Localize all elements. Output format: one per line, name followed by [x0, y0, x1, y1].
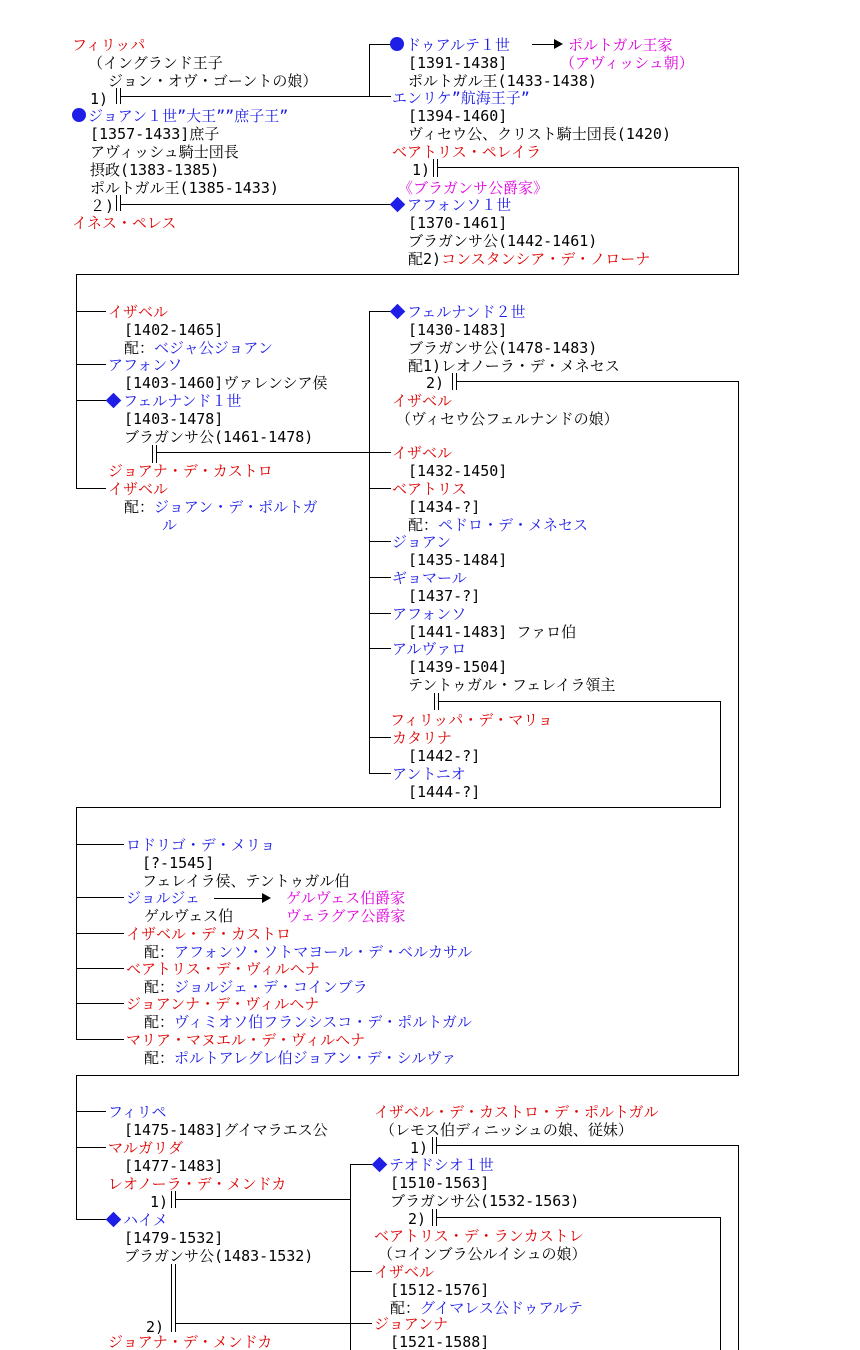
- spouse-prefix: 配：: [408, 516, 439, 534]
- branch-line: [76, 1003, 124, 1004]
- person-duarte: [390, 36, 510, 54]
- antonio-years: [1444-?]: [408, 783, 481, 801]
- duarte-title: ポルトガル王(1433-1438): [408, 72, 597, 90]
- branch-line: [369, 737, 391, 738]
- spouse-name: ペドロ・デ・メネセス: [438, 516, 589, 534]
- person-isabel-castro-portugal: イザベル・デ・カストロ・デ・ポルトガル: [374, 1103, 659, 1121]
- branch-line: [369, 648, 391, 649]
- alvaro-title: テントゥガル・フェレイラ領主: [408, 676, 616, 694]
- branch-line: [76, 1147, 106, 1148]
- connector-line: [121, 96, 369, 97]
- branch-line: [76, 311, 106, 312]
- branch-line: [369, 452, 391, 453]
- person-isabel: イザベル: [108, 303, 169, 321]
- person-isabel-3: イザベル: [392, 444, 453, 462]
- spouse-name: ポルトアレグレ伯ジョアン・デ・シルヴァ: [174, 1049, 457, 1067]
- person-joana-castro: ジョアナ・デ・カストロ: [108, 462, 273, 480]
- duarte-years: [1391-1438]: [408, 54, 508, 72]
- beatriz-years: [1434-?]: [408, 498, 481, 516]
- rodrigo-title: フェレイラ侯、テントゥガル伯: [142, 872, 350, 890]
- house-braganza: 《ブラガンサ公爵家》: [398, 179, 549, 197]
- spouse-name: コンスタンシア・デ・ノローナ: [441, 250, 651, 268]
- spouse-name: ヴィミオソ伯フランシスコ・デ・ポルトガル: [174, 1013, 472, 1031]
- spouse-prefix: 配2): [408, 250, 442, 268]
- fernando1-years: [1403-1478]: [124, 410, 224, 428]
- person-ines: イネス・ペレス: [72, 214, 177, 232]
- sibling-line: [369, 44, 370, 97]
- isabel-years: [1402-1465]: [124, 321, 224, 339]
- arrow-icon: [262, 893, 271, 903]
- joao1-title-1: アヴィッシュ騎士団長: [90, 143, 239, 161]
- person-isabel-5: イザベル: [374, 1263, 435, 1281]
- duke-diamond-icon: [390, 304, 406, 320]
- joao-years: [1435-1484]: [408, 551, 508, 569]
- page-link-line: [76, 807, 721, 808]
- branch-line: [76, 400, 106, 401]
- branch-line: [76, 488, 106, 489]
- arrow-line: [214, 898, 264, 899]
- jaime-years: [1479-1532]: [124, 1229, 224, 1247]
- person-beatriz-vilhena: ベアトリス・デ・ヴィルヘナ: [126, 960, 320, 978]
- spouse-prefix: 配：: [144, 1049, 175, 1067]
- person-guiomar: ギョマール: [392, 569, 467, 587]
- branch-line: [76, 897, 124, 898]
- person-teodosio1: [372, 1156, 494, 1174]
- duke-diamond-icon: [390, 197, 406, 213]
- afonso1-years: [1370-1461]: [408, 214, 508, 232]
- fernando2-title: ブラガンサ公(1478-1483): [408, 339, 598, 357]
- connector-line: [437, 1145, 738, 1146]
- afonso1-title: ブラガンサ公(1442-1461): [408, 232, 598, 250]
- filipa-note-1: （イングランド王子: [88, 54, 223, 72]
- page-link-line: [738, 1145, 739, 1350]
- page-link-line: [720, 1217, 721, 1350]
- connector-line: [176, 1199, 350, 1200]
- person-jaime: [106, 1211, 168, 1229]
- person-jorge: ジョルジェ: [126, 889, 201, 907]
- spouse-prefix: 配：: [144, 943, 175, 961]
- person-joanna-5: ジョアンナ: [374, 1315, 449, 1333]
- branch-line: [369, 44, 391, 45]
- fernando2-years: [1430-1483]: [408, 321, 508, 339]
- person-isabel-2: イザベル: [108, 480, 169, 498]
- jaime-title: ブラガンサ公(1483-1532): [124, 1247, 314, 1265]
- person-fernando2: [390, 303, 526, 321]
- fernando2-name: フェルナンド２世: [407, 303, 526, 321]
- spouse-prefix: 配：: [144, 978, 175, 996]
- person-joao1: [72, 107, 288, 125]
- joanna5-years: [1521-1588]: [390, 1333, 490, 1350]
- connector-line: [457, 381, 738, 382]
- beatriz-vilhena-spouse: [144, 978, 368, 996]
- person-filipa: フィリッパ: [72, 36, 146, 54]
- teodosio1-title: ブラガンサ公(1532-1563): [390, 1192, 580, 1210]
- spouse-prefix: 配：: [124, 339, 155, 357]
- arrow-line: [532, 44, 556, 45]
- maria-vilhena-spouse: [144, 1049, 456, 1067]
- branch-line: [369, 488, 391, 489]
- henrique-years: [1394-1460]: [408, 107, 508, 125]
- spouse-name: グイマレス公ドゥアルテ: [420, 1299, 583, 1317]
- afonso1-spouse: [408, 250, 650, 268]
- duke-diamond-icon: [372, 1157, 388, 1173]
- person-filipe: フィリペ: [108, 1103, 167, 1121]
- isabel3-years: [1432-1450]: [408, 462, 508, 480]
- branch-line: [369, 96, 391, 97]
- spouse-name: ジョルジェ・デ・コインブラ: [174, 978, 368, 996]
- spouse-name: ベジャ公ジョアン: [154, 339, 273, 357]
- filipe-years: [1475-1483]グイマラエス公: [124, 1121, 328, 1139]
- joao1-years: [1357-1433]庶子: [90, 125, 220, 143]
- branch-line: [76, 1111, 106, 1112]
- person-joana-mendoza: ジョアナ・デ・メンドカ: [108, 1333, 273, 1350]
- isabel-spouse: [124, 339, 273, 357]
- person-afonso1: [390, 196, 511, 214]
- branch-line: [369, 773, 391, 774]
- isabel2-spouse-cont: ル: [162, 516, 178, 534]
- marriage-mark-1: 1): [150, 1193, 169, 1211]
- beatriz-spouse: [408, 516, 588, 534]
- branch-line: [76, 1039, 124, 1040]
- house-veragua: ヴェラグア公爵家: [286, 907, 406, 925]
- spouse-prefix: 配：: [124, 498, 155, 516]
- connector-line: [121, 204, 391, 205]
- branch-line: [369, 541, 391, 542]
- person-rodrigo: ロドリゴ・デ・メリョ: [126, 836, 276, 854]
- filipa-note-2: ジョン・オヴ・ゴーントの娘）: [108, 72, 318, 90]
- branch-line: [76, 1219, 106, 1220]
- person-filipa-mello: フィリッパ・デ・マリョ: [390, 711, 553, 729]
- person-margarida: マルガリダ: [108, 1139, 184, 1157]
- connector-line: [438, 167, 738, 168]
- page-link-line: [738, 381, 739, 1075]
- marriage-line: [433, 159, 438, 177]
- person-joao: ジョアン: [392, 533, 452, 551]
- page-link-line: [720, 701, 721, 807]
- afonso-years: [1403-1460]ヴァレンシア侯: [124, 374, 328, 392]
- spouse-name: アフォンソ・ソトマヨール・デ・ベルカサル: [174, 943, 473, 961]
- marriage-line: [171, 1264, 176, 1332]
- marriage-line: [116, 195, 121, 211]
- branch-line: [369, 311, 391, 312]
- person-beatriz: ベアトリス: [392, 480, 467, 498]
- joao1-name: ジョアン１世”大王””庶子王”: [88, 107, 289, 125]
- teodosio1-name: テオドシオ１世: [389, 1156, 494, 1174]
- page-link-line: [738, 167, 739, 274]
- guiomar-years: [1437-?]: [408, 587, 481, 605]
- branch-line: [369, 613, 391, 614]
- house-gelves: ゲルヴェス伯爵家: [286, 889, 406, 907]
- spouse-prefix: 配：: [144, 1013, 175, 1031]
- branch-line: [76, 844, 124, 845]
- branch-line: [369, 577, 391, 578]
- branch-line: [350, 1323, 372, 1324]
- jaime-name: ハイメ: [123, 1211, 168, 1229]
- marriage-mark-1: 1): [90, 90, 109, 108]
- isabel2-spouse: [124, 498, 318, 516]
- house-avis: （アヴィッシュ朝）: [560, 54, 694, 72]
- branch-line: [76, 968, 124, 969]
- teodosio1-years: [1510-1563]: [390, 1174, 490, 1192]
- marriage-line: [152, 445, 157, 463]
- person-maria-vilhena: マリア・マヌエル・デ・ヴィルヘナ: [126, 1031, 366, 1049]
- spouse-prefix: 配：: [390, 1299, 421, 1317]
- branch-line: [76, 933, 124, 934]
- isabel-castro-portugal-note: （レモス伯ディニッシュの娘、従妹）: [380, 1121, 633, 1139]
- sibling-line: [369, 311, 370, 773]
- arrow-icon: [554, 39, 563, 49]
- person-leonora-mendoza: レオノーラ・デ・メンドカ: [108, 1175, 287, 1193]
- rodrigo-years: [?-1545]: [142, 854, 215, 872]
- person-beatriz-pereira: ベアトリス・ペレイラ: [392, 143, 541, 161]
- joao1-title-3: ポルトガル王(1385-1433): [90, 179, 279, 197]
- person-isabel-castro: イザベル・デ・カストロ: [126, 925, 292, 943]
- beatriz-lancaster-note: （コインブラ公ルイシュの娘）: [378, 1245, 587, 1263]
- duke-diamond-icon: [106, 1212, 122, 1228]
- afonso-faro-years: [1441-1483] ファロ伯: [408, 623, 577, 641]
- marriage-mark-2: 2): [408, 1210, 427, 1228]
- fernando1-name: フェルナンド１世: [123, 392, 242, 410]
- isabel-castro-spouse: [144, 943, 472, 961]
- fernando2-spouse: 配1)レオノーラ・デ・メネセス: [408, 357, 620, 375]
- duke-diamond-icon: [106, 393, 122, 409]
- person-alvaro: アルヴァロ: [392, 640, 467, 658]
- person-fernando1: [106, 392, 242, 410]
- marriage-mark-1: 1): [412, 161, 431, 179]
- alvaro-years: [1439-1504]: [408, 658, 508, 676]
- henrique-title: ヴィセウ公、クリスト騎士団長(1420): [408, 125, 671, 143]
- person-beatriz-lancaster: ベアトリス・デ・ランカストレ: [374, 1227, 584, 1245]
- isabel5-years: [1512-1576]: [390, 1281, 490, 1299]
- king-circle-icon: [72, 108, 86, 122]
- branch-line: [76, 364, 106, 365]
- person-henrique: エンリケ”航海王子”: [392, 89, 530, 107]
- marriage-mark-1: 1): [410, 1139, 429, 1157]
- page-link-line: [76, 274, 739, 275]
- connector-line: [176, 1323, 350, 1324]
- person-catarina: カタリナ: [392, 729, 452, 747]
- connector-line: [439, 701, 720, 702]
- fernando1-title: ブラガンサ公(1461-1478): [124, 428, 314, 446]
- isabel-viseu-note: （ヴィセウ公フェルナンドの娘）: [396, 410, 619, 428]
- joanna-vilhena-spouse: [144, 1013, 472, 1031]
- afonso1-name: アフォンソ１世: [407, 196, 512, 214]
- marriage-mark-2: ２): [90, 197, 115, 215]
- spouse-name: ジョアン・デ・ポルトガ: [154, 498, 318, 516]
- catarina-years: [1442-?]: [408, 747, 481, 765]
- person-isabel-viseu: イザベル: [392, 392, 453, 410]
- person-afonso-faro: アフォンソ: [392, 605, 467, 623]
- person-antonio: アントニオ: [392, 765, 466, 783]
- sibling-line: [76, 807, 77, 1039]
- house-portugal: ポルトガル王家: [568, 36, 673, 54]
- margarida-years: [1477-1483]: [124, 1157, 224, 1175]
- connector-line: [437, 1217, 720, 1218]
- connector-line: [157, 452, 369, 453]
- jorge-title: ゲルヴェス伯: [144, 907, 234, 925]
- person-joanna-vilhena: ジョアンナ・デ・ヴィルヘナ: [126, 995, 320, 1013]
- joao1-title-2: 摂政(1383-1385): [90, 161, 220, 179]
- branch-line: [350, 1271, 372, 1272]
- marriage-mark-2: 2): [146, 1318, 165, 1336]
- person-afonso: アフォンソ: [108, 356, 183, 374]
- duarte-name: ドゥアルテ１世: [406, 36, 511, 54]
- king-circle-icon: [390, 37, 404, 51]
- sibling-line: [76, 274, 77, 488]
- branch-line: [350, 1164, 372, 1165]
- page-link-line: [76, 1075, 739, 1076]
- marriage-mark-2: 2): [426, 374, 445, 392]
